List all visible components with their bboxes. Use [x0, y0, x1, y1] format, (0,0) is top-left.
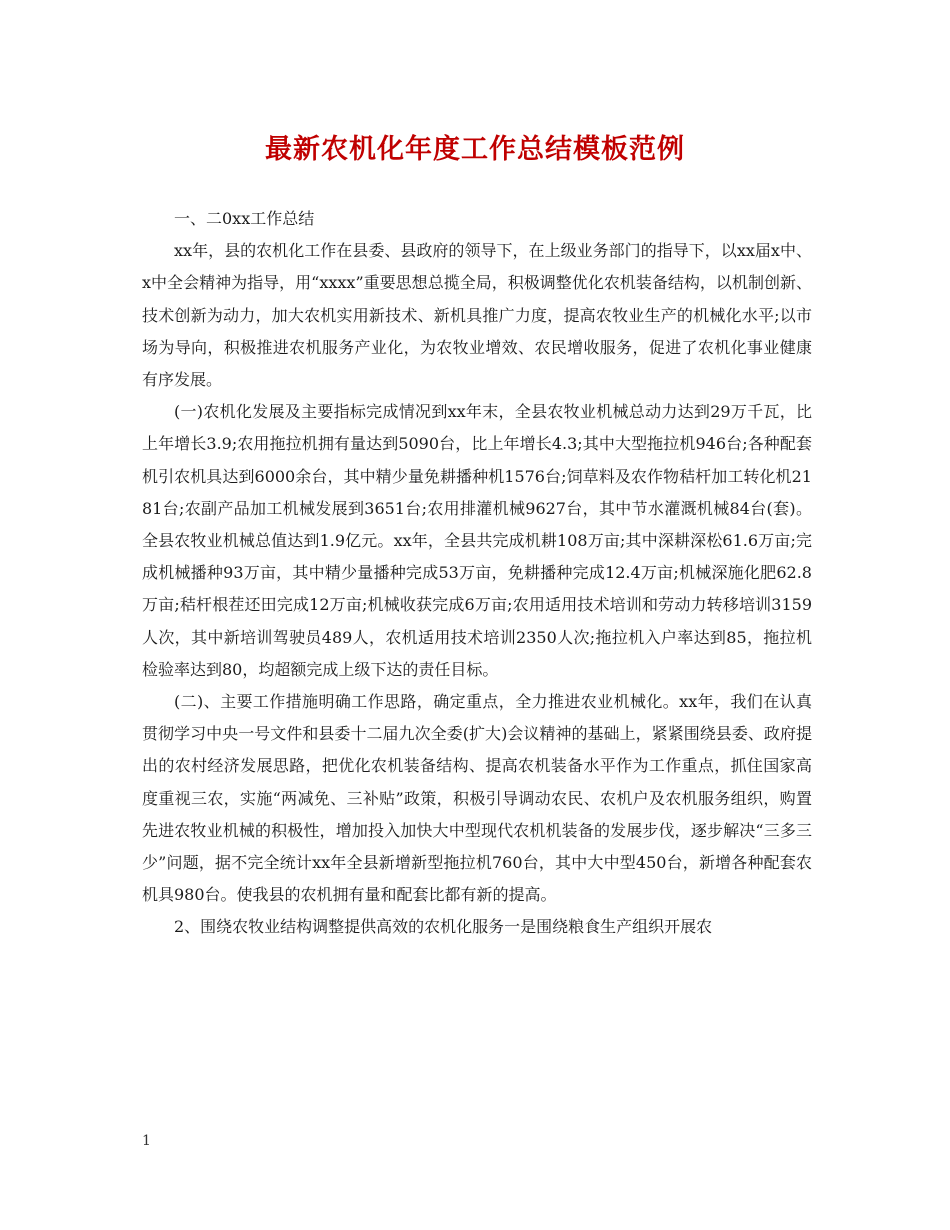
page-number: 1: [142, 1133, 151, 1149]
paragraph: xx年，县的农机化工作在县委、县政府的领导下，在上级业务部门的指导下，以xx届x中、x中全会精神为指导，用“xxxx”重要思想总揽全局，积极调整优化农机装备结构，以机制创新、技术创新为动力，加大农机实用新技术、新机具推广力度，提高农牧业生产的机械化水平;以市场为导向，积极推进农机服务产业化，为农牧业增效、农民增收服务，促进了农机化事业健康有序发展。: [142, 241, 812, 390]
section-heading: 一、二0xx工作总结: [174, 209, 315, 228]
document-body: [142, 203, 812, 944]
paragraph: (一)农机化发展及主要指标完成情况到xx年末，全县农牧业机械总动力达到29万千瓦，比上年增长3.9;农用拖拉机拥有量达到5090台，比上年增长4.3;其中大型拖拉机946台;各种配套机引农机具达到6000余台，其中精少量免耕播种机1576台;饲草料及农作物秸杆加工转化机2181台;农副产品加工机械发展到3651台;农用排灌机械9627台，其中节水灌溉机械84台(套)。全县农牧业机械总值达到1.9亿元。xx年，全县共完成机耕108万亩;其中深耕深松61.6万亩;完成机械播种93万亩，其中精少量播种完成53万亩，免耕播种完成12.4万亩;机械深施化肥62.8万亩;秸杆根茬还田完成12万亩;机械收获完成6万亩;农用适用技术培训和劳动力转移培训3159人次，其中新培训驾驶员489人，农机适用技术培训2350人次;拖拉机入户率达到85，拖拉机检验率达到80，均超额完成上级下达的责任目标。: [142, 402, 812, 679]
paragraph: (二)、主要工作措施明确工作思路，确定重点，全力推进农业机械化。xx年，我们在认真贯彻学习中央一号文件和县委十二届九次全委(扩大)会议精神的基础上，紧紧围绕县委、政府提出的农村经济发展思路，把优化农机装备结构、提高农机装备水平作为工作重点，抓住国家高度重视三农，实施“两减免、三补贴”政策，积极引导调动农民、农机户及农机服务组织，购置先进农牧业机械的积极性，增加投入加快大中型现代农机机装备的发展步伐，逐步解决“三多三少”问题，据不完全统计xx年全县新增新型拖拉机760台，其中大中型450台，新增各种配套农机具980台。使我县的农机拥有量和配套比都有新的提高。: [142, 692, 812, 905]
paragraph: 2、围绕农牧业结构调整提供高效的农机化服务一是围绕粮食生产组织开展农: [174, 917, 713, 937]
document-title: 最新农机化年度工作总结模板范例: [265, 134, 685, 165]
